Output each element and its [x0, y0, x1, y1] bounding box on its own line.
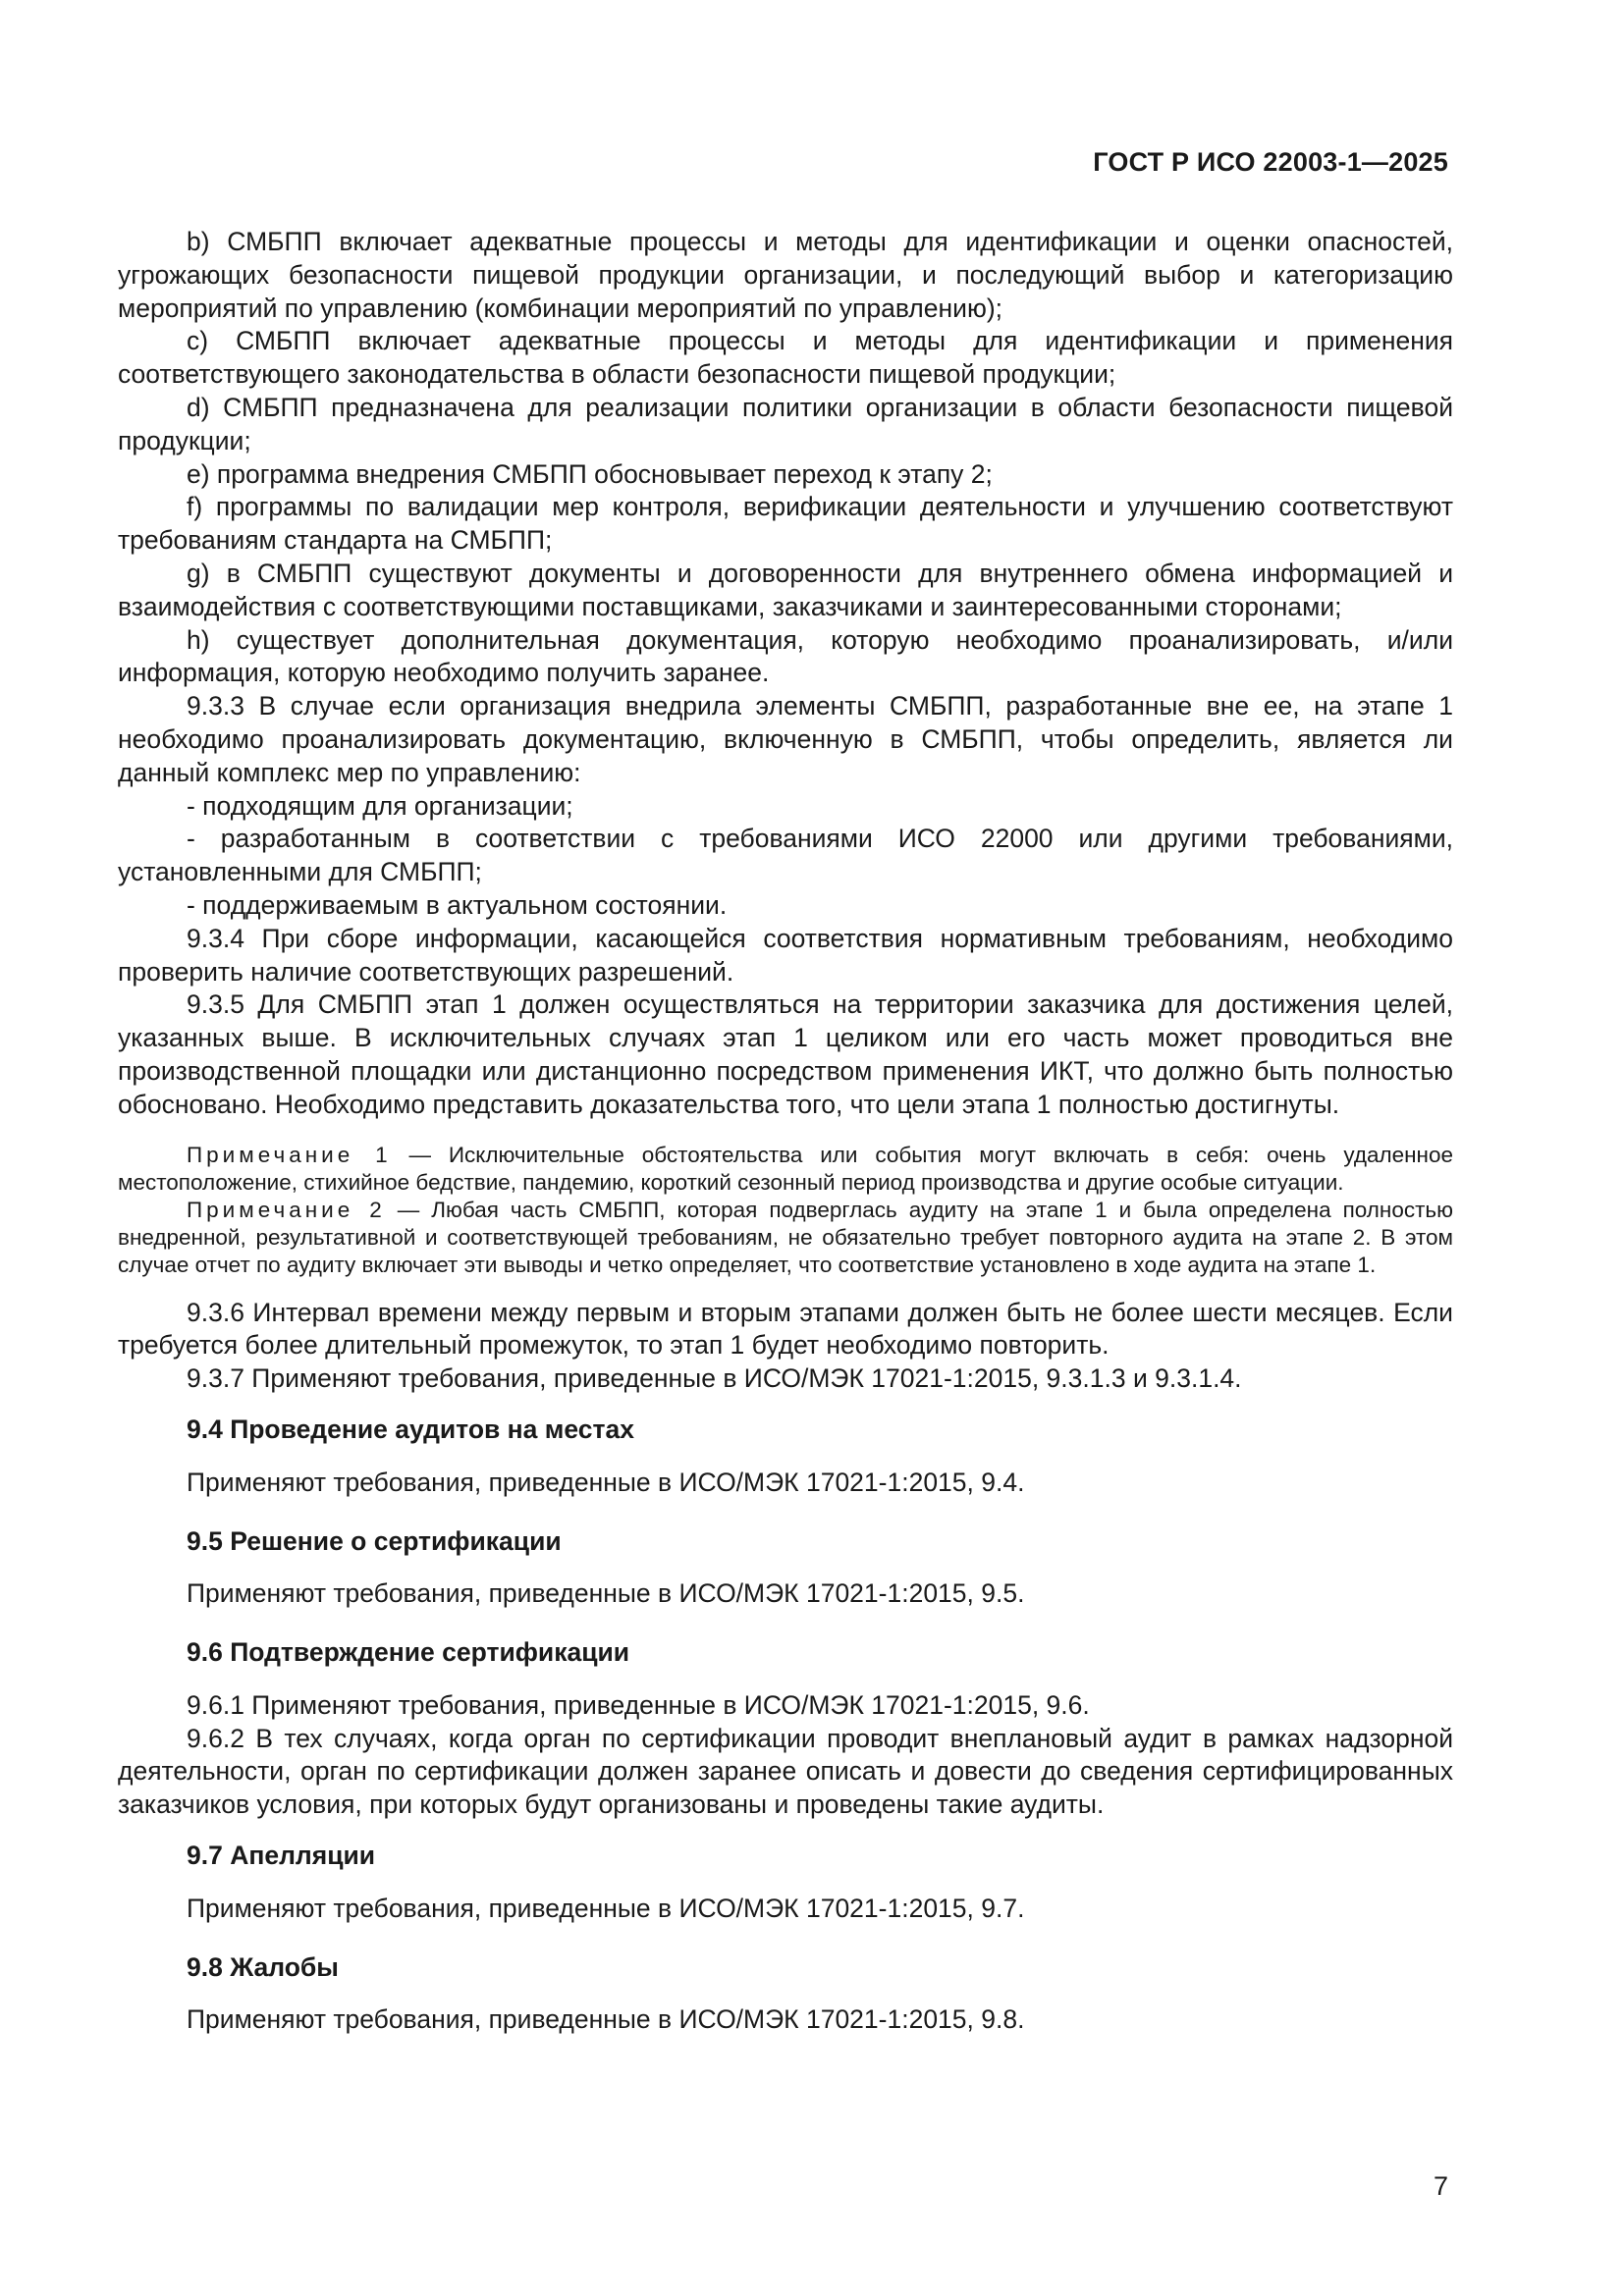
section-9-8 [118, 1951, 1453, 2038]
note-label: Примечание 1 [187, 1142, 392, 1167]
notes-block [118, 1142, 1453, 1279]
section-9-4 [118, 1414, 1453, 1500]
paragraph: Применяют требования, приведенные в ИСО/МЭК 17021-1:2015, 9.4. [187, 1467, 1025, 1497]
paragraph-block-1 [118, 226, 1453, 1122]
section-9-7 [118, 1840, 1453, 1926]
document-header: ГОСТ Р ИСО 22003-1—2025 [1093, 147, 1448, 177]
section-heading: 9.4 Проведение аудитов на местах [187, 1414, 634, 1444]
paragraph: Применяют требования, приведенные в ИСО/МЭК 17021-1:2015, 9.5. [187, 1578, 1025, 1609]
page-number: 7 [1433, 2171, 1448, 2201]
note-2 [118, 1197, 1453, 1279]
document-body [118, 226, 1453, 2062]
section-9-5 [118, 1525, 1453, 1612]
paragraph: e) программа внедрения СМБПП обосновывает переход к этапу 2; [187, 458, 993, 489]
paragraph: c) СМБПП включает адекватные процессы и методы для идентификации и применения соответствующего законодательства в области безопасности пищевой продукции; [118, 326, 1453, 390]
paragraph: f) программы по валидации мер контроля, верификации деятельности и улучшению соответствуют требованиям стандарта на СМБПП; [118, 492, 1453, 556]
paragraph-block-2 [118, 1297, 1453, 1396]
section-heading: 9.5 Решение о сертификации [187, 1525, 562, 1556]
paragraph: Применяют требования, приведенные в ИСО/МЭК 17021-1:2015, 9.8. [187, 2004, 1025, 2035]
list-item: - разработанным в соответствии с требованиями ИСО 22000 или другими требованиями, установленными для СМБПП; [118, 824, 1453, 887]
paragraph: 9.3.6 Интервал времени между первым и вторым этапами должен быть не более шести месяцев. Если требуется более длительный промежуток, то этап 1 будет необходимо повторить. [118, 1297, 1453, 1361]
paragraph: 9.6.1 Применяют требования, приведенные в ИСО/МЭК 17021-1:2015, 9.6. [187, 1689, 1090, 1720]
paragraph: 9.3.3 В случае если организация внедрила элементы СМБПП, разработанные вне ее, на этапе 1 необходимо проанализировать документацию, включенную в СМБПП, чтобы определить, является ли данный комплекс мер по управлению: [118, 691, 1453, 787]
paragraph: Применяют требования, приведенные в ИСО/МЭК 17021-1:2015, 9.7. [187, 1893, 1025, 1923]
paragraph: d) СМБПП предназначена для реализации политики организации в области безопасности пищевой продукции; [118, 392, 1453, 455]
section-9-6 [118, 1636, 1453, 1822]
note-1 [118, 1142, 1453, 1197]
paragraph: 9.3.5 Для СМБПП этап 1 должен осуществляться на территории заказчика для достижения целей, указанных выше. В исключительных случаях этап 1 целиком или его часть может проводиться вне производственной площадки или дистанционно посредством применения ИКТ, что должно быть полностью обосновано. Необходимо представить доказательства того, что цели этапа 1 полностью достигнуты. [118, 989, 1453, 1119]
list-item: - поддерживаемым в актуальном состоянии. [187, 889, 728, 920]
paragraph: 9.6.2 В тех случаях, когда орган по сертификации проводит внеплановый аудит в рамках надзорной деятельности, орган по сертификации должен заранее описать и довести до сведения сертифицированных заказчиков условия, при которых будут организованы и проведены такие аудиты. [118, 1723, 1453, 1820]
section-heading: 9.8 Жалобы [187, 1951, 339, 1982]
note-label: Примечание 2 [187, 1197, 386, 1222]
paragraph: 9.3.7 Применяют требования, приведенные в ИСО/МЭК 17021-1:2015, 9.3.1.3 и 9.3.1.4. [187, 1363, 1242, 1394]
paragraph: g) в СМБПП существуют документы и договоренности для внутреннего обмена информацией и взаимодействия с соответствующими поставщиками, заказчиками и заинтересованными сторонами; [118, 558, 1453, 621]
paragraph: h) существует дополнительная документация, которую необходимо проанализировать, и/или информация, которую необходимо получить заранее. [118, 624, 1453, 688]
paragraph: 9.3.4 При сборе информации, касающейся соответствия нормативным требованиям, необходимо проверить наличие соответствующих разрешений. [118, 923, 1453, 987]
section-heading: 9.6 Подтверждение сертификации [187, 1637, 630, 1668]
section-heading: 9.7 Апелляции [187, 1841, 376, 1871]
paragraph: b) СМБПП включает адекватные процессы и методы для идентификации и оценки опасностей, угрожающих безопасности пищевой продукции организации, и последующий выбор и категоризацию мероприятий по управлению (комбинации мероприятий по управлению); [118, 227, 1453, 323]
note-text: — Любая часть СМБПП, которая подверглась аудиту на этапе 1 и была определена полностью внедренной, результативной и соответствующей требованиям, не обязательно требует повторного аудита на этапе 2. В этом случае отчет по аудиту включает эти выводы и четко определяет, что соответствие установлено в ходе аудита на этапе 1. [118, 1197, 1453, 1277]
note-text: — Исключительные обстоятельства или события могут включать в себя: очень удаленное местоположение, стихийное бедствие, пандемию, короткий сезонный период производства и другие особые ситуации. [118, 1142, 1454, 1195]
list-item: - подходящим для организации; [187, 790, 573, 821]
